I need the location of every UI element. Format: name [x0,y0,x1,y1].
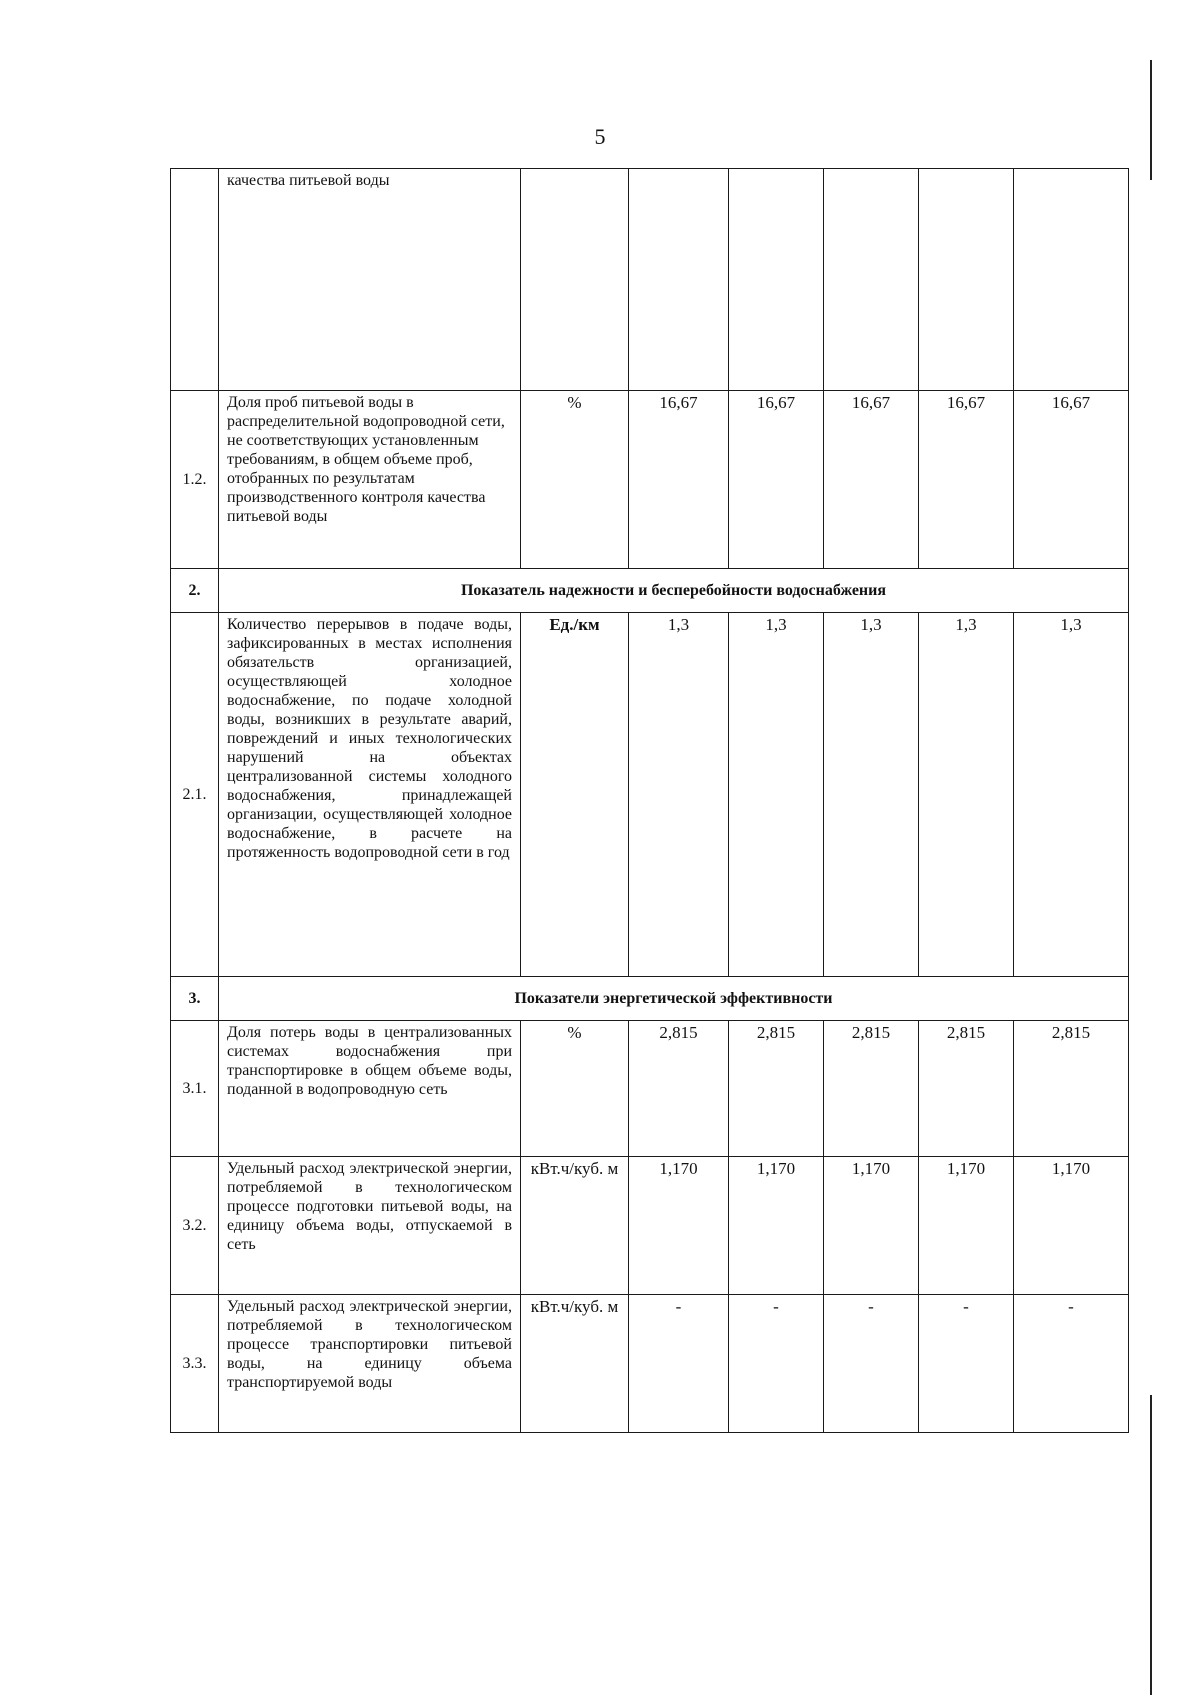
section-number: 3. [171,977,219,1021]
row-number: 3.3. [171,1295,219,1433]
row-value: 2,815 [919,1021,1014,1157]
table-row [171,1295,1129,1433]
row-value: 2,815 [729,1021,824,1157]
page-number: 5 [594,124,606,149]
row-value: 16,67 [1014,391,1129,569]
row-value: 1,170 [824,1157,919,1295]
row-description: Удельный расход электрической энергии, потребляемой в технологическом процессе подготовки питьевой воды, на единицу объема воды, отпускаемой в сеть [219,1157,521,1295]
row-value: 16,67 [824,391,919,569]
row-value: 1,3 [824,613,919,977]
row-value [629,169,729,391]
row-number: 3.2. [171,1157,219,1295]
section-number: 2. [171,569,219,613]
section-title: Показатели энергетической эффективности [219,977,1129,1021]
row-value [729,169,824,391]
section-title: Показатель надежности и бесперебойности водоснабжения [219,569,1129,613]
row-description: Доля проб питьевой воды в распределительной водопроводной сети, не соответствующих установленным требованиям, в общем объеме проб, отобранных по результатам производственного контроля качества питьевой воды [219,391,521,569]
table-row [171,613,1129,977]
scan-edge-line [1150,60,1152,180]
row-value: 1,170 [919,1157,1014,1295]
row-number: 2.1. [171,613,219,977]
row-number: 3.1. [171,1021,219,1157]
row-unit: % [521,1021,629,1157]
row-description: Доля потерь воды в централизованных системах водоснабжения при транспортировке в общем объеме воды, поданной в водопроводную сеть [219,1021,521,1157]
row-number [171,169,219,391]
row-description: качества питьевой воды [219,169,521,391]
table-row [171,391,1129,569]
row-unit [521,169,629,391]
indicators-table [170,168,1129,1433]
row-unit: Ед./км [521,613,629,977]
table-row [171,1157,1129,1295]
row-value: - [729,1295,824,1433]
row-value: 1,170 [1014,1157,1129,1295]
row-value: 16,67 [629,391,729,569]
row-description: Удельный расход электрической энергии, потребляемой в технологическом процессе транспортировки питьевой воды, на единицу объема транспортируемой воды [219,1295,521,1433]
row-value: 1,3 [1014,613,1129,977]
table-row [171,1021,1129,1157]
row-unit: % [521,391,629,569]
row-unit: кВт.ч/куб. м [521,1295,629,1433]
row-value: 1,3 [629,613,729,977]
row-value: - [824,1295,919,1433]
row-value: 16,67 [729,391,824,569]
scan-edge-line [1150,1395,1152,1695]
row-value: 1,3 [729,613,824,977]
row-unit: кВт.ч/куб. м [521,1157,629,1295]
row-value: 1,170 [729,1157,824,1295]
row-description: Количество перерывов в подаче воды, зафиксированных в местах исполнения обязательств организацией, осуществляющей холодное водоснабжение, по подаче холодной воды, возникших в результате аварий, повреждений и иных технологических нарушений на объектах централизованной системы холодного водоснабжения, принадлежащей организации, осуществляющей холодное водоснабжение, в расчете на протяженность водопроводной сети в год [219,613,521,977]
row-value: 2,815 [824,1021,919,1157]
row-value: 16,67 [919,391,1014,569]
row-value [1014,169,1129,391]
row-value: - [629,1295,729,1433]
row-value: - [919,1295,1014,1433]
row-value [824,169,919,391]
row-value: 2,815 [629,1021,729,1157]
row-value: 2,815 [1014,1021,1129,1157]
section-row [171,569,1129,613]
table-row [171,169,1129,391]
section-row [171,977,1129,1021]
row-value: 1,3 [919,613,1014,977]
row-value [919,169,1014,391]
row-value: - [1014,1295,1129,1433]
row-value: 1,170 [629,1157,729,1295]
row-number: 1.2. [171,391,219,569]
